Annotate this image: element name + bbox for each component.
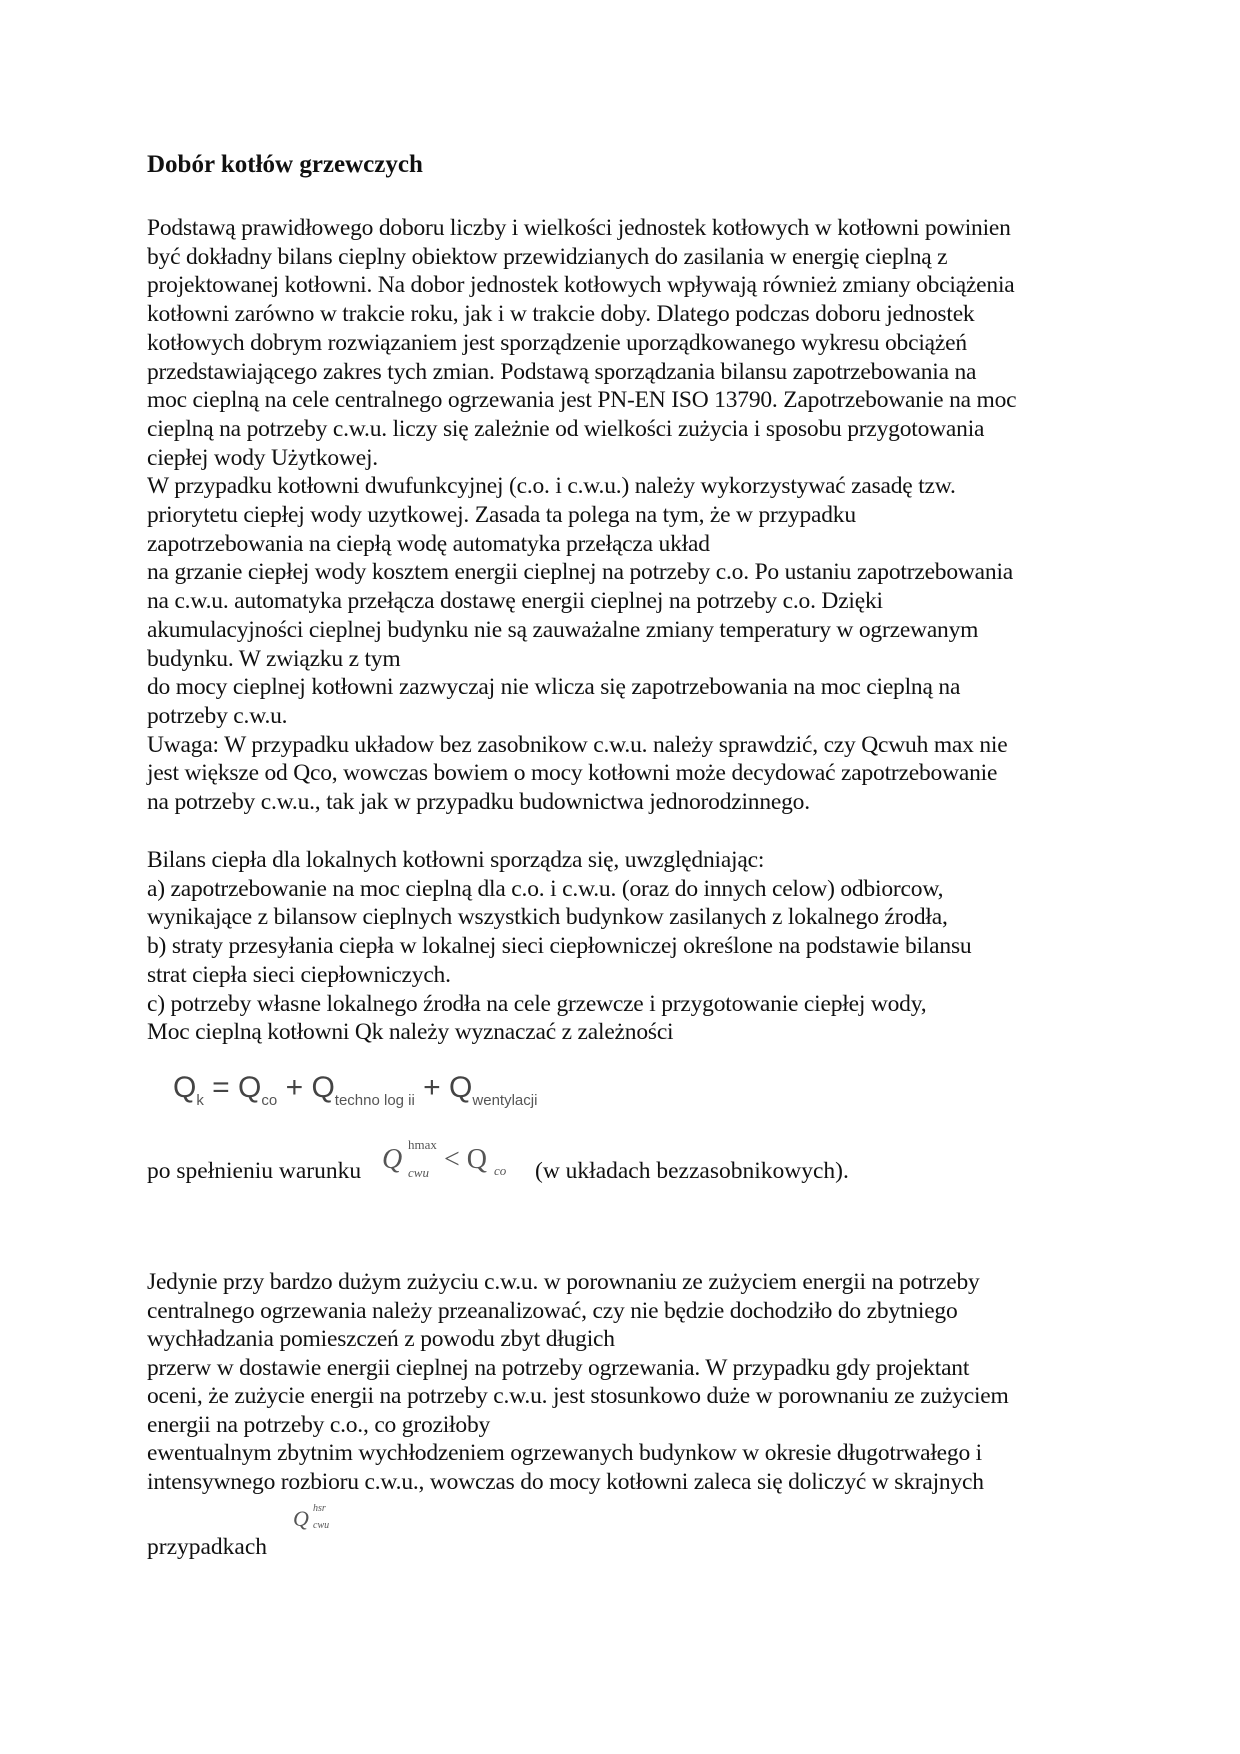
text-line: jest większe od Qco, wowczas bowiem o mocy kotłowni może decydować zapotrzebowanie <box>147 760 998 787</box>
formula-subscript: cwu <box>408 1165 429 1180</box>
text-line: priorytetu ciepłej wody uzytkowej. Zasada ta polega na tym, że w przypadku <box>147 502 856 528</box>
text-line: intensywnego rozbioru c.w.u., wowczas do mocy kotłowni zaleca się doliczyć w skrajnych <box>147 1468 984 1495</box>
formula-subscript: techno log ii <box>334 1092 415 1109</box>
text-line: przedstawiającego zakres tych zmian. Podstawą sporządzania bilansu zapotrzebowania na <box>147 358 977 385</box>
text-line: wynikające z bilansow cieplnych wszystkich budynkow zasilanych z lokalnego źrodła, <box>147 904 948 931</box>
formula-symbol: Q <box>449 1071 473 1104</box>
text-line: do mocy cieplnej kotłowni zazwyczaj nie wlicza się zapotrzebowania na moc cieplną na <box>147 674 961 701</box>
text-line: Uwaga: W przypadku układow bez zasobnikow c.w.u. należy sprawdzić, czy Qcwuh max nie <box>147 731 1008 758</box>
text-line: cieplną na potrzeby c.w.u. liczy się zależnie od wielkości zużycia i sposobu przygotowania <box>147 415 985 442</box>
text-line: przerw w dostawie energii cieplnej na potrzeby ogrzewania. W przypadku gdy projektant <box>147 1354 970 1381</box>
text-line: na grzanie ciepłej wody kosztem energii cieplnej na potrzeby c.o. Po ustaniu zapotrzebowania <box>147 559 1014 586</box>
formula-subscript: co <box>494 1163 507 1178</box>
condition-label: po spełnieniu warunku <box>147 1158 362 1184</box>
condition-formula <box>382 1137 527 1180</box>
formula-operator: = <box>203 1071 239 1104</box>
formula-superscript: hmax <box>408 1137 437 1152</box>
formula-superscript: hsr <box>313 1503 326 1514</box>
text-line: na potrzeby c.w.u., tak jak w przypadku budownictwa jednorodzinnego. <box>147 789 810 815</box>
text-line: energii na potrzeby c.o., co groziłoby <box>147 1411 491 1438</box>
text-line: ewentualnym zbytnim wychłodzeniem ogrzewanych budynkow w okresie długotrwałego i <box>147 1440 982 1466</box>
text-line: a) zapotrzebowanie na moc cieplną dla c.o. i c.w.u. (oraz do innych celow) odbiorcow, <box>147 875 944 902</box>
formula-subscript: wentylacji <box>472 1092 538 1109</box>
text-line: moc cieplną na cele centralnego ogrzewania jest PN-EN ISO 13790. Zapotrzebowanie na moc <box>147 387 1017 414</box>
formula-operator: + <box>277 1071 312 1104</box>
formula-symbol: Q <box>238 1071 262 1104</box>
text-line: strat ciepła sieci ciepłowniczych. <box>147 961 451 988</box>
text-line: kotłowych dobrym rozwiązaniem jest sporządzenie uporządkowanego wykresu obciążeń <box>147 329 967 356</box>
text-line: W przypadku kotłowni dwufunkcyjnej (c.o. i c.w.u.) należy wykorzystywać zasadę tzw. <box>147 473 956 500</box>
text-line: b) straty przesyłania ciepła w lokalnej sieci ciepłowniczej określone na podstawie bilansu <box>147 933 972 960</box>
text-line: centralnego ogrzewania należy przeanalizować, czy nie będzie dochodziło do zbytniego <box>147 1297 958 1324</box>
text-line: przypadkach <box>147 1534 268 1560</box>
text-line: Podstawą prawidłowego doboru liczby i wielkości jednostek kotłowych w kotłowni powinien <box>147 215 1011 241</box>
formula-symbol: Q <box>173 1071 197 1104</box>
formula-operator: < Q <box>444 1144 488 1175</box>
text-line: na c.w.u. automatyka przełącza dostawę energii cieplnej na potrzeby c.o. Dzięki <box>147 588 883 615</box>
text-line: Moc cieplną kotłowni Qk należy wyznaczać z zależności <box>147 1019 674 1046</box>
text-line: akumulacyjności cieplnej budynku nie są zauważalne zmiany temperatury w ogrzewanym <box>147 616 979 643</box>
text-line: c) potrzeby własne lokalnego źrodła na cele grzewcze i przygotowanie ciepłej wody, <box>147 990 927 1017</box>
text-line: projektowanej kotłowni. Na dobor jednostek kotłowych wpływają również zmiany obciążenia <box>147 272 1015 299</box>
text-line: być dokładny bilans cieplny obiektow przewidzianych do zasilania w energię cieplną z <box>147 243 948 270</box>
formula-symbol: Q <box>293 1506 309 1531</box>
text-line: budynku. W związku z tym <box>147 645 401 672</box>
text-line: Bilans ciepła dla lokalnych kotłowni sporządza się, uwzględniając: <box>147 847 765 873</box>
formula-subscript: co <box>261 1092 278 1109</box>
text-line: potrzeby c.w.u. <box>147 702 288 729</box>
text-line: zapotrzebowania na ciepłą wodę automatyka przełącza układ <box>147 530 710 557</box>
document-title: Dobór kotłów grzewczych <box>147 151 423 178</box>
text-line: oceni, że zużycie energii na potrzeby c.w.u. jest stosunkowo duże w porownaniu ze zużyciem <box>147 1383 1009 1409</box>
formula-symbol: Q <box>382 1144 403 1175</box>
formula-subscript: cwu <box>313 1520 330 1531</box>
formula-symbol: Q <box>311 1071 335 1104</box>
condition-note: (w układach bezzasobnikowych). <box>535 1158 849 1184</box>
qhsr-formula <box>293 1503 333 1533</box>
formula-subscript: k <box>196 1092 204 1109</box>
text-line: kotłowni zarówno w trakcie roku, jak i w trakcie doby. Dlatego podczas doboru jednostek <box>147 301 975 328</box>
text-line: Jedynie przy bardzo dużym zużyciu c.w.u. w porownaniu ze zużyciem energii na potrzeby <box>147 1269 980 1295</box>
formula-operator: + <box>414 1071 450 1104</box>
text-line: ciepłej wody Użytkowej. <box>147 444 378 471</box>
boiler-power-formula <box>173 1070 537 1108</box>
text-line: wychładzania pomieszczeń z powodu zbyt długich <box>147 1326 615 1352</box>
